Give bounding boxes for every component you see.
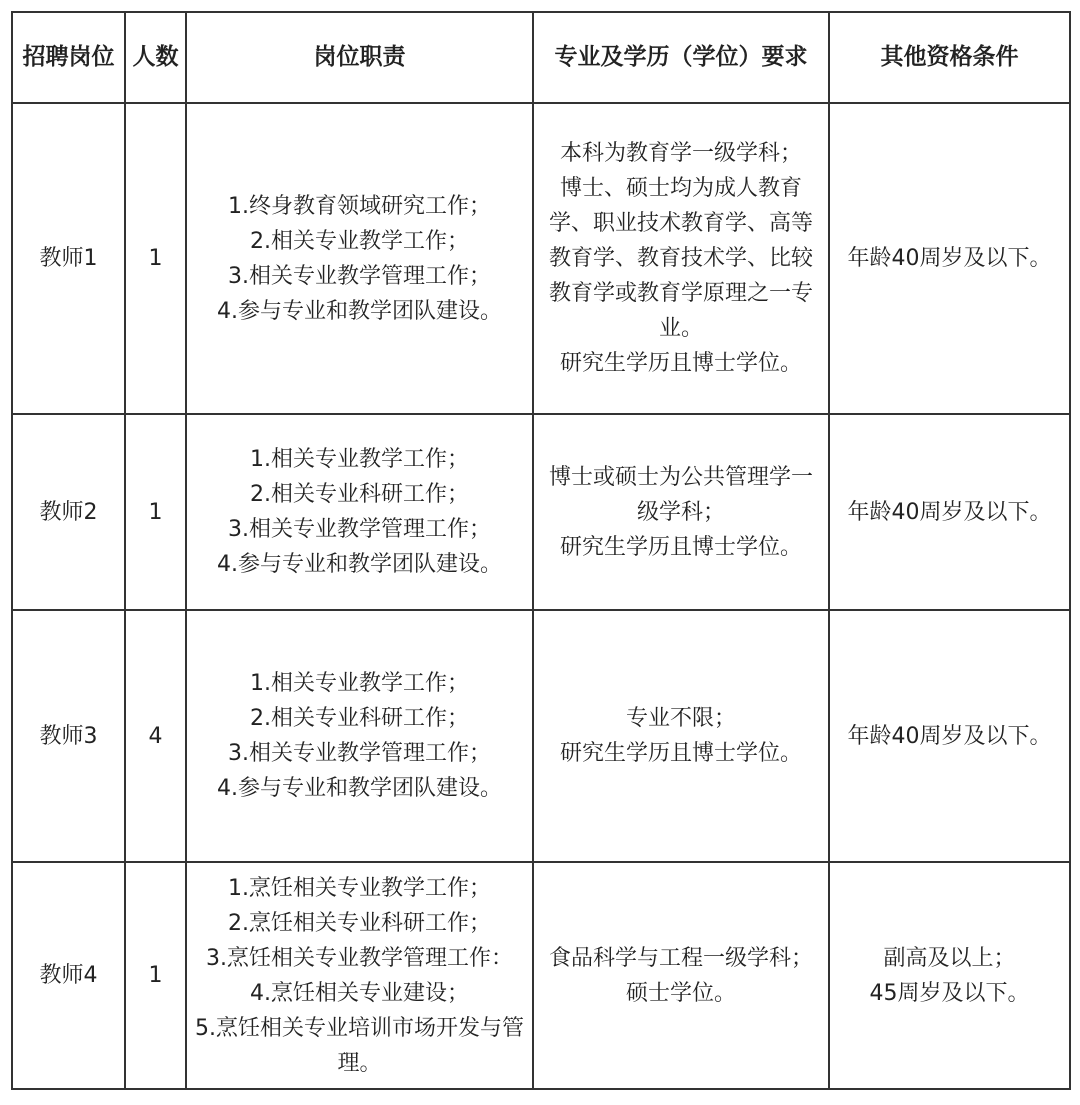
education-line: 食品科学与工程一级学科； [548,945,813,971]
duty-line: 1.烹饪相关专业教学工作； [228,875,491,901]
header-row [12,12,1070,103]
duty-line: 4.参与专业和教学团队建设。 [217,776,502,801]
other-line: 年龄40周岁及以下。 [847,246,1052,271]
header-education: 专业及学历（学位）要求 [533,12,829,103]
education-line: 本科为教育学一级学科； [559,141,802,166]
cell-education [533,610,829,862]
duty-line: 3.相关专业教学管理工作； [228,517,491,542]
cell-duties [186,103,533,414]
cell-other [829,862,1070,1089]
duty-line: 1.终身教育领域研究工作； [228,193,491,219]
duty-line: 1.相关专业教学工作； [250,671,469,696]
education-line: 博士、硕士均为成人教育学、职业技术教育学、高等教育学、教育技术学、比较教育学或教育学原理之一专业。 [548,176,813,341]
cell-duties [186,862,533,1089]
education-line: 硕士学位。 [625,980,736,1006]
other-line: 45周岁及以下。 [869,980,1030,1006]
other-line: 年龄40周岁及以下。 [847,499,1052,525]
duty-line: 3.烹饪相关专业教学管理工作： [206,945,513,971]
education-line: 博士或硕士为公共管理学一级学科； [548,464,813,525]
duty-line: 3.相关专业教学管理工作； [228,741,491,766]
education-line: 专业不限； [625,706,736,731]
duty-line: 4.参与专业和教学团队建设。 [217,552,502,577]
education-line: 研究生学历且博士学位。 [559,534,802,560]
cell-other [829,414,1070,610]
duty-line: 3.相关专业教学管理工作； [228,263,491,289]
cell-count: 4 [125,610,186,862]
header-position: 招聘岗位 [12,12,125,103]
table-row [12,414,1070,610]
duty-line: 1.相关专业教学工作； [250,447,469,472]
other-line: 年龄40周岁及以下。 [847,723,1052,749]
cell-education [533,103,829,414]
cell-other [829,610,1070,862]
table-row [12,862,1070,1089]
duty-line: 2.相关专业科研工作； [250,482,469,507]
education-line: 研究生学历且博士学位。 [559,741,802,766]
duty-line: 4.参与专业和教学团队建设。 [217,298,502,324]
recruitment-table [11,11,1071,1090]
other-line: 副高及以上； [883,945,1016,971]
cell-duties [186,610,533,862]
cell-count: 1 [125,103,186,414]
duty-line: 2.相关专业科研工作； [250,706,469,731]
header-count: 人数 [125,12,186,103]
cell-position: 教师3 [12,610,125,862]
cell-position: 教师2 [12,414,125,610]
cell-count: 1 [125,862,186,1089]
cell-count: 1 [125,414,186,610]
cell-education [533,414,829,610]
cell-other [829,103,1070,414]
table-row [12,103,1070,414]
duty-line: 2.烹饪相关专业科研工作； [228,910,491,936]
cell-education [533,862,829,1089]
cell-position: 教师4 [12,862,125,1089]
duty-line: 2.相关专业教学工作； [250,228,469,254]
table-row [12,610,1070,862]
header-other: 其他资格条件 [829,12,1070,103]
cell-duties [186,414,533,610]
header-duties: 岗位职责 [186,12,533,103]
cell-position: 教师1 [12,103,125,414]
duty-line: 5.烹饪相关专业培训市场开发与管理。 [195,1015,524,1076]
duty-line: 4.烹饪相关专业建设； [250,980,469,1006]
education-line: 研究生学历且博士学位。 [559,351,802,376]
